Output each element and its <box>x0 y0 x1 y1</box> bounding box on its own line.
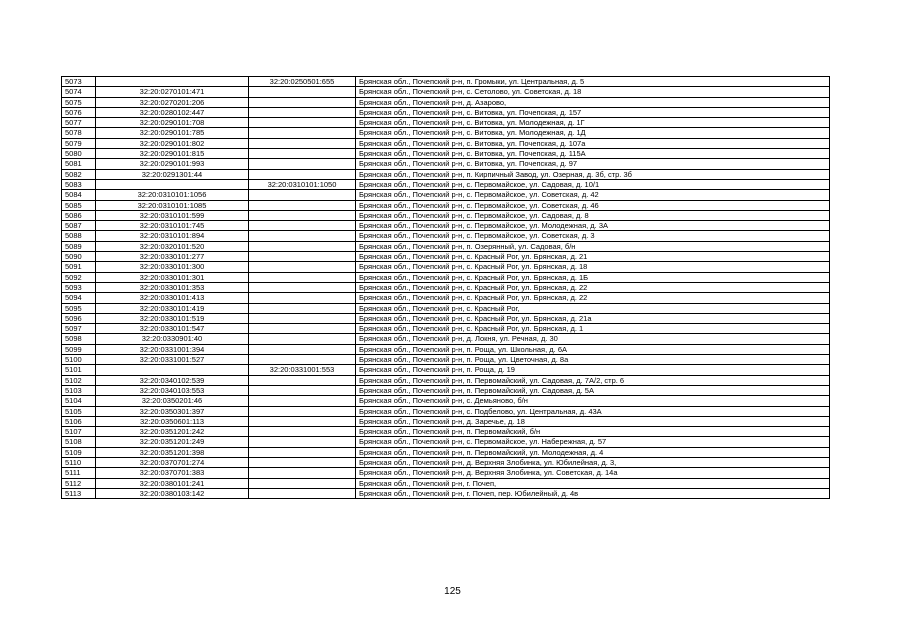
cadastral-number-alt-cell <box>249 385 356 395</box>
address-cell: Брянская обл., Почепский р-н, с. Первомайское, ул. Советская, д. 46 <box>356 200 830 210</box>
cadastral-number-alt-cell <box>249 344 356 354</box>
cadastral-number-cell: 32:20:0290101:815 <box>96 149 249 159</box>
cadastral-number-alt-cell: 32:20:0331001:553 <box>249 365 356 375</box>
row-number-cell: 5093 <box>62 282 96 292</box>
address-cell: Брянская обл., Почепский р-н, с. Витовка, ул. Почепская, д. 157 <box>356 107 830 117</box>
table-row <box>62 200 830 210</box>
cadastral-number-cell: 32:20:0340102:539 <box>96 375 249 385</box>
table-row <box>62 355 830 365</box>
row-number-cell: 5082 <box>62 169 96 179</box>
row-number-cell: 5085 <box>62 200 96 210</box>
address-cell: Брянская обл., Почепский р-н, с. Красный Рог, ул. Брянская, д. 1 <box>356 324 830 334</box>
cadastral-number-alt-cell <box>249 282 356 292</box>
row-number-cell: 5099 <box>62 344 96 354</box>
table-row <box>62 190 830 200</box>
address-cell: Брянская обл., Почепский р-н, с. Демьяново, б/н <box>356 396 830 406</box>
row-number-cell: 5112 <box>62 478 96 488</box>
address-cell: Брянская обл., Почепский р-н, с. Сетолово, ул. Советская, д. 18 <box>356 87 830 97</box>
cadastral-number-alt-cell <box>249 107 356 117</box>
cadastral-number-alt-cell <box>249 303 356 313</box>
row-number-cell: 5092 <box>62 272 96 282</box>
cadastral-number-cell: 32:20:0280102:447 <box>96 107 249 117</box>
address-cell: Брянская обл., Почепский р-н, с. Первомайское, ул. Набережная, д. 57 <box>356 437 830 447</box>
address-cell: Брянская обл., Почепский р-н, п. Первомайский, ул. Молодежная, д. 4 <box>356 447 830 457</box>
row-number-cell: 5098 <box>62 334 96 344</box>
cadastral-number-alt-cell <box>249 87 356 97</box>
table-row <box>62 128 830 138</box>
table-row <box>62 107 830 117</box>
cadastral-number-cell <box>96 179 249 189</box>
cadastral-number-alt-cell <box>249 159 356 169</box>
cadastral-number-alt-cell <box>249 396 356 406</box>
address-cell: Брянская обл., Почепский р-н, с. Первомайское, ул. Молодежная, д. 3А <box>356 221 830 231</box>
cadastral-number-alt-cell <box>249 375 356 385</box>
cadastral-number-alt-cell <box>249 262 356 272</box>
table-row <box>62 488 830 498</box>
address-cell: Брянская обл., Почепский р-н, с. Витовка, ул. Молодежная, д. 1Г <box>356 118 830 128</box>
table-row <box>62 231 830 241</box>
table-row <box>62 77 830 87</box>
address-cell: Брянская обл., Почепский р-н, с. Красный Рог, <box>356 303 830 313</box>
address-cell: Брянская обл., Почепский р-н, с. Красный Рог, ул. Брянская, д. 21а <box>356 313 830 323</box>
row-number-cell: 5106 <box>62 416 96 426</box>
cadastral-number-alt-cell <box>249 118 356 128</box>
row-number-cell: 5088 <box>62 231 96 241</box>
address-cell: Брянская обл., Почепский р-н, с. Первомайское, ул. Советская, д. 42 <box>356 190 830 200</box>
address-cell: Брянская обл., Почепский р-н, п. Озерянный, ул. Садовая, б/н <box>356 241 830 251</box>
table-row <box>62 282 830 292</box>
table-row <box>62 169 830 179</box>
table-row <box>62 210 830 220</box>
table-row <box>62 468 830 478</box>
address-cell: Брянская обл., Почепский р-н, с. Первомайское, ул. Советская, д. 3 <box>356 231 830 241</box>
address-cell: Брянская обл., Почепский р-н, п. Первомайский, ул. Садовая, д. 5А <box>356 385 830 395</box>
table-row <box>62 179 830 189</box>
table-row <box>62 313 830 323</box>
cadastral-number-cell: 32:20:0291301:44 <box>96 169 249 179</box>
address-cell: Брянская обл., Почепский р-н, с. Витовка, ул. Почепская, д. 107а <box>356 138 830 148</box>
page-number: 125 <box>444 586 461 597</box>
cadastral-number-cell: 32:20:0330901:40 <box>96 334 249 344</box>
cadastral-number-alt-cell <box>249 293 356 303</box>
cadastral-number-cell: 32:20:0270101:471 <box>96 87 249 97</box>
address-cell: Брянская обл., Почепский р-н, с. Витовка, ул. Молодежная, д. 1Д <box>356 128 830 138</box>
address-cell: Брянская обл., Почепский р-н, д. Верхняя Злобинка, ул. Советская, д. 14а <box>356 468 830 478</box>
cadastral-number-cell: 32:20:0320101:520 <box>96 241 249 251</box>
cadastral-number-cell: 32:20:0310101:1085 <box>96 200 249 210</box>
cadastral-number-alt-cell <box>249 447 356 457</box>
address-cell: Брянская обл., Почепский р-н, п. Роща, д. 19 <box>356 365 830 375</box>
cadastral-number-cell: 32:20:0350201:46 <box>96 396 249 406</box>
cadastral-number-cell: 32:20:0330101:419 <box>96 303 249 313</box>
cadastral-number-cell: 32:20:0351201:242 <box>96 427 249 437</box>
table-row <box>62 447 830 457</box>
table-row <box>62 241 830 251</box>
address-cell: Брянская обл., Почепский р-н, п. Роща, ул. Цветочная, д. 8а <box>356 355 830 365</box>
cadastral-number-alt-cell <box>249 488 356 498</box>
address-cell: Брянская обл., Почепский р-н, д. Верхняя Злобинка, ул. Юбилейная, д. 3, <box>356 457 830 467</box>
cadastral-number-cell: 32:20:0330101:353 <box>96 282 249 292</box>
table-row <box>62 324 830 334</box>
cadastral-number-alt-cell <box>249 221 356 231</box>
row-number-cell: 5103 <box>62 385 96 395</box>
cadastral-number-alt-cell <box>249 406 356 416</box>
address-cell: Брянская обл., Почепский р-н, д. Локня, ул. Речная, д. 30 <box>356 334 830 344</box>
table-row <box>62 149 830 159</box>
row-number-cell: 5078 <box>62 128 96 138</box>
row-number-cell: 5111 <box>62 468 96 478</box>
cadastral-number-cell: 32:20:0331001:527 <box>96 355 249 365</box>
cadastral-number-alt-cell <box>249 252 356 262</box>
row-number-cell: 5091 <box>62 262 96 272</box>
cadastral-number-alt-cell <box>249 324 356 334</box>
cadastral-number-alt-cell <box>249 190 356 200</box>
cadastral-number-cell: 32:20:0330101:413 <box>96 293 249 303</box>
cadastral-number-alt-cell <box>249 355 356 365</box>
cadastral-number-cell: 32:20:0330101:519 <box>96 313 249 323</box>
row-number-cell: 5075 <box>62 97 96 107</box>
table-row <box>62 375 830 385</box>
row-number-cell: 5076 <box>62 107 96 117</box>
table-row <box>62 118 830 128</box>
address-cell: Брянская обл., Почепский р-н, с. Первомайское, ул. Садовая, д. 8 <box>356 210 830 220</box>
cadastral-number-alt-cell <box>249 210 356 220</box>
row-number-cell: 5096 <box>62 313 96 323</box>
cadastral-number-alt-cell <box>249 128 356 138</box>
address-cell: Брянская обл., Почепский р-н, с. Красный Рог, ул. Брянская, д. 1Б <box>356 272 830 282</box>
registry-table-body <box>62 77 830 499</box>
table-row <box>62 427 830 437</box>
address-cell: Брянская обл., Почепский р-н, г. Почеп, <box>356 478 830 488</box>
row-number-cell: 5074 <box>62 87 96 97</box>
row-number-cell: 5107 <box>62 427 96 437</box>
cadastral-number-alt-cell: 32:20:0310101:1050 <box>249 179 356 189</box>
cadastral-number-cell: 32:20:0290101:785 <box>96 128 249 138</box>
cadastral-number-alt-cell <box>249 478 356 488</box>
cadastral-number-alt-cell <box>249 200 356 210</box>
cadastral-number-alt-cell <box>249 272 356 282</box>
address-cell: Брянская обл., Почепский р-н, с. Красный Рог, ул. Брянская, д. 22 <box>356 282 830 292</box>
table-row <box>62 87 830 97</box>
table-row <box>62 138 830 148</box>
table-row <box>62 365 830 375</box>
address-cell: Брянская обл., Почепский р-н, с. Красный Рог, ул. Брянская, д. 22 <box>356 293 830 303</box>
table-row <box>62 416 830 426</box>
row-number-cell: 5073 <box>62 77 96 87</box>
cadastral-number-alt-cell <box>249 334 356 344</box>
cadastral-number-cell <box>96 365 249 375</box>
row-number-cell: 5090 <box>62 252 96 262</box>
cadastral-number-cell: 32:20:0380101:241 <box>96 478 249 488</box>
row-number-cell: 5109 <box>62 447 96 457</box>
cadastral-number-cell: 32:20:0350301:397 <box>96 406 249 416</box>
row-number-cell: 5101 <box>62 365 96 375</box>
table-row <box>62 385 830 395</box>
address-cell: Брянская обл., Почепский р-н, д. Азарово, <box>356 97 830 107</box>
table-row <box>62 221 830 231</box>
row-number-cell: 5113 <box>62 488 96 498</box>
address-cell: Брянская обл., Почепский р-н, с. Подбелово, ул. Центральная, д. 43А <box>356 406 830 416</box>
row-number-cell: 5079 <box>62 138 96 148</box>
table-row <box>62 437 830 447</box>
cadastral-number-alt-cell: 32:20:0250501:655 <box>249 77 356 87</box>
address-cell: Брянская обл., Почепский р-н, п. Кирпичный Завод, ул. Озерная, д. 3б, стр. 3б <box>356 169 830 179</box>
row-number-cell: 5089 <box>62 241 96 251</box>
cadastral-number-cell <box>96 77 249 87</box>
row-number-cell: 5077 <box>62 118 96 128</box>
cadastral-number-alt-cell <box>249 138 356 148</box>
row-number-cell: 5086 <box>62 210 96 220</box>
cadastral-number-cell: 32:20:0330101:301 <box>96 272 249 282</box>
cadastral-number-cell: 32:20:0330101:300 <box>96 262 249 272</box>
row-number-cell: 5108 <box>62 437 96 447</box>
row-number-cell: 5110 <box>62 457 96 467</box>
table-row <box>62 272 830 282</box>
cadastral-number-cell: 32:20:0370701:274 <box>96 457 249 467</box>
cadastral-number-cell: 32:20:0351201:398 <box>96 447 249 457</box>
table-row <box>62 262 830 272</box>
cadastral-number-cell: 32:20:0310101:894 <box>96 231 249 241</box>
cadastral-number-alt-cell <box>249 427 356 437</box>
cadastral-number-alt-cell <box>249 149 356 159</box>
row-number-cell: 5100 <box>62 355 96 365</box>
cadastral-number-cell: 32:20:0380103:142 <box>96 488 249 498</box>
cadastral-number-cell: 32:20:0310101:599 <box>96 210 249 220</box>
row-number-cell: 5087 <box>62 221 96 231</box>
address-cell: Брянская обл., Почепский р-н, п. Роща, ул. Школьная, д. 6А <box>356 344 830 354</box>
address-cell: Брянская обл., Почепский р-н, с. Витовка, ул. Почепская, д. 97 <box>356 159 830 169</box>
address-cell: Брянская обл., Почепский р-н, с. Красный Рог, ул. Брянская, д. 21 <box>356 252 830 262</box>
cadastral-number-alt-cell <box>249 416 356 426</box>
cadastral-number-cell: 32:20:0330101:277 <box>96 252 249 262</box>
row-number-cell: 5083 <box>62 179 96 189</box>
cadastral-number-cell: 32:20:0270201:206 <box>96 97 249 107</box>
address-cell: Брянская обл., Почепский р-н, п. Первомайский, б/н <box>356 427 830 437</box>
cadastral-number-cell: 32:20:0310101:745 <box>96 221 249 231</box>
row-number-cell: 5094 <box>62 293 96 303</box>
row-number-cell: 5080 <box>62 149 96 159</box>
cadastral-number-alt-cell <box>249 231 356 241</box>
row-number-cell: 5081 <box>62 159 96 169</box>
row-number-cell: 5105 <box>62 406 96 416</box>
table-row <box>62 344 830 354</box>
row-number-cell: 5104 <box>62 396 96 406</box>
cadastral-number-cell: 32:20:0350601:113 <box>96 416 249 426</box>
table-row <box>62 457 830 467</box>
cadastral-number-cell: 32:20:0370701:383 <box>96 468 249 478</box>
cadastral-number-alt-cell <box>249 169 356 179</box>
cadastral-number-cell: 32:20:0290101:993 <box>96 159 249 169</box>
cadastral-number-cell: 32:20:0351201:249 <box>96 437 249 447</box>
registry-table <box>61 76 830 499</box>
cadastral-number-cell: 32:20:0340103:553 <box>96 385 249 395</box>
cadastral-number-cell: 32:20:0331001:394 <box>96 344 249 354</box>
cadastral-number-cell: 32:20:0290101:708 <box>96 118 249 128</box>
row-number-cell: 5084 <box>62 190 96 200</box>
row-number-cell: 5097 <box>62 324 96 334</box>
row-number-cell: 5102 <box>62 375 96 385</box>
address-cell: Брянская обл., Почепский р-н, г. Почеп, пер. Юбилейный, д. 4в <box>356 488 830 498</box>
table-row <box>62 97 830 107</box>
address-cell: Брянская обл., Почепский р-н, с. Первомайское, ул. Садовая, д. 10/1 <box>356 179 830 189</box>
address-cell: Брянская обл., Почепский р-н, п. Громыки, ул. Центральная, д. 5 <box>356 77 830 87</box>
cadastral-number-cell: 32:20:0330101:547 <box>96 324 249 334</box>
table-row <box>62 396 830 406</box>
cadastral-number-cell: 32:20:0290101:802 <box>96 138 249 148</box>
address-cell: Брянская обл., Почепский р-н, с. Красный Рог, ул. Брянская, д. 18 <box>356 262 830 272</box>
cadastral-number-cell: 32:20:0310101:1056 <box>96 190 249 200</box>
cadastral-number-alt-cell <box>249 457 356 467</box>
table-row <box>62 252 830 262</box>
table-row <box>62 293 830 303</box>
address-cell: Брянская обл., Почепский р-н, п. Первомайский, ул. Садовая, д. 7А/2, стр. 6 <box>356 375 830 385</box>
table-row <box>62 334 830 344</box>
table-row <box>62 406 830 416</box>
cadastral-number-alt-cell <box>249 241 356 251</box>
cadastral-number-alt-cell <box>249 437 356 447</box>
address-cell: Брянская обл., Почепский р-н, д. Заречье, д. 18 <box>356 416 830 426</box>
cadastral-number-alt-cell <box>249 313 356 323</box>
table-row <box>62 478 830 488</box>
address-cell: Брянская обл., Почепский р-н, с. Витовка, ул. Почепская, д. 115А <box>356 149 830 159</box>
table-row <box>62 303 830 313</box>
row-number-cell: 5095 <box>62 303 96 313</box>
table-row <box>62 159 830 169</box>
cadastral-number-alt-cell <box>249 468 356 478</box>
cadastral-number-alt-cell <box>249 97 356 107</box>
